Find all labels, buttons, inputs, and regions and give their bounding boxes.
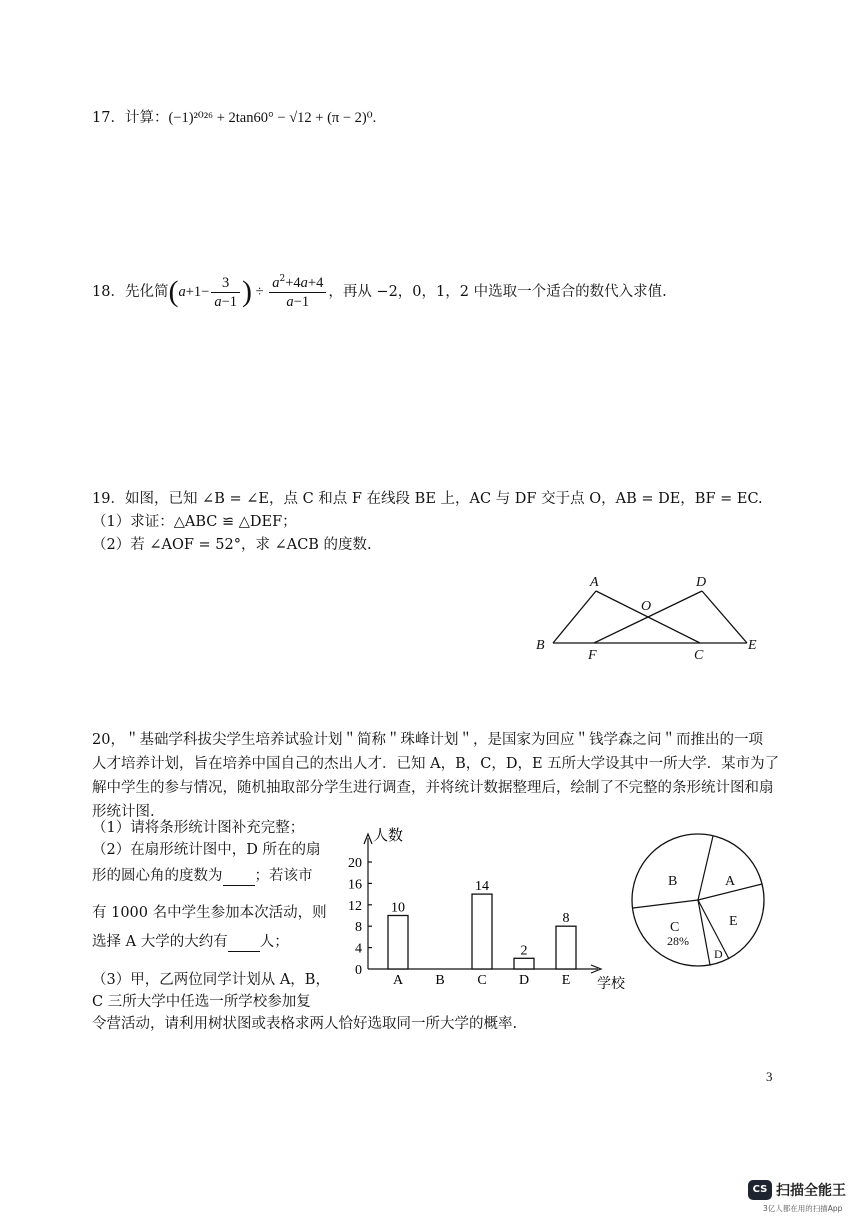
pie-label-e: E xyxy=(729,914,738,929)
q20-part3b: C 三所大学中任选一所学校参加复 xyxy=(92,994,311,1010)
label-d: D xyxy=(696,575,707,590)
q17-label: 17．计算： xyxy=(92,110,169,126)
q18-label: 18．先化简 xyxy=(92,284,169,300)
scanner-logo-icon: CS xyxy=(748,1180,772,1200)
bar-data-label: 8 xyxy=(562,911,570,927)
bar-data-label: 14 xyxy=(475,879,489,895)
q20-part2b xyxy=(92,866,313,886)
q19-part2: （2）若 ∠AOF = 52°，求 ∠ACB 的度数. xyxy=(92,537,372,553)
scanner-app-name: 扫描全能王 xyxy=(776,1183,846,1199)
q20-part2f-text: 人； xyxy=(259,934,289,950)
x-tick-label: E xyxy=(561,973,571,988)
label-a: A xyxy=(590,575,599,590)
bar xyxy=(388,916,408,970)
pie-label-b: B xyxy=(668,874,678,889)
x-tick-label: C xyxy=(477,973,487,988)
segment-ab xyxy=(553,591,596,643)
bar xyxy=(514,958,534,969)
pie-label-d: D xyxy=(714,947,723,961)
q17 xyxy=(92,108,376,128)
label-b: B xyxy=(536,638,545,653)
q19-stem: 19．如图，已知 ∠B = ∠E，点 C 和点 F 在线段 BE 上，AC 与 DF 交于点 O，AB = DE，BF = EC. xyxy=(92,491,763,507)
y-axis-label: 人数 xyxy=(373,828,404,844)
q20-part2d: 有 1000 名中学生参加本次活动，则 xyxy=(92,905,327,921)
q17-expr: (−1)²⁰²⁶ + 2tan60° − √12 + (π − 2)⁰. xyxy=(168,110,377,126)
pie-divider-cb xyxy=(633,900,698,908)
answer-blank-count[interactable] xyxy=(228,937,260,952)
q20-line3: 解中学生的参与情况，随机抽取部分学生进行调查，并将统计数据整理后，绘制了不完整的条形统计图和扇 xyxy=(92,780,774,796)
q20-part2e xyxy=(92,932,289,952)
x-tick-label: D xyxy=(518,973,530,988)
y-tick-label: 4 xyxy=(355,941,362,957)
label-c: C xyxy=(694,648,704,663)
label-e: E xyxy=(748,638,757,653)
q20-part1: （1）请将条形统计图补充完整； xyxy=(92,820,305,836)
y-tick-label: 12 xyxy=(348,898,362,914)
q18: 18．先化简(a+1− $\frac{3}{a-1}$ ) ÷ $\frac{a^2+4a+4}{a-1}$ ，再从 −2，0，1，2 中选取一个适合的数代入求值. xyxy=(92,273,667,310)
y-tick-label: 8 xyxy=(355,920,362,936)
label-o: O xyxy=(641,599,652,614)
q20-part2e-text: 选择 A 大学的大约有 xyxy=(92,934,228,950)
pie-chart xyxy=(625,828,785,973)
bar xyxy=(472,894,492,969)
q20-part3c: 令营活动，请利用树状图或表格求两人恰好选取同一所大学的概率. xyxy=(92,1016,518,1032)
bar-data-label: 2 xyxy=(520,943,528,959)
bar-data-label: 10 xyxy=(391,900,405,916)
x-tick-label: A xyxy=(392,973,404,988)
pie-label-c-percent: 28% xyxy=(667,934,689,948)
pie-divider-dc xyxy=(698,900,710,965)
q20-line2: 人才培养计划，旨在培养中国自己的杰出人才．已知 A，B，C，D，E 五所大学设其中一所大学．某市为了 xyxy=(92,756,780,772)
bar xyxy=(556,926,576,969)
q20-part2c-text: ；若该市 xyxy=(254,868,313,884)
pie-label-c: C xyxy=(670,920,680,935)
scanner-app-tagline: 3亿人都在用的扫描App xyxy=(763,1204,843,1213)
pie-divider-ab xyxy=(698,836,713,900)
y-tick-label: 20 xyxy=(348,856,362,871)
pie-label-a: A xyxy=(725,874,736,889)
q20-part3a: （3）甲，乙两位同学计划从 A，B， xyxy=(92,972,330,988)
y-tick-label: 0 xyxy=(355,963,362,978)
q20-part2a: （2）在扇形统计图中，D 所在的扇 xyxy=(92,842,321,858)
page-number: 3 xyxy=(766,1069,773,1084)
label-f: F xyxy=(588,648,597,663)
q20-line4: 形统计图. xyxy=(92,804,155,820)
q18-tail: ，再从 −2，0，1，2 中选取一个适合的数代入求值. xyxy=(328,284,667,300)
q20-part2b-text: 形的圆心角的度数为 xyxy=(92,868,223,884)
q19-figure xyxy=(520,565,780,665)
q20-line1: 20，＂基础学科拔尖学生培养试验计划＂简称＂珠峰计划＂，是国家为回应＂钱学森之问＂而推出的一项 xyxy=(92,732,763,748)
y-tick-label: 16 xyxy=(348,877,362,893)
bar-chart xyxy=(335,820,635,995)
segment-de xyxy=(702,591,747,643)
q19-part1: （1）求证：△ABC ≌ △DEF； xyxy=(92,514,297,530)
x-tick-label: B xyxy=(435,973,445,988)
x-axis-label: 学校 xyxy=(597,977,625,992)
answer-blank-angle[interactable] xyxy=(223,871,255,886)
